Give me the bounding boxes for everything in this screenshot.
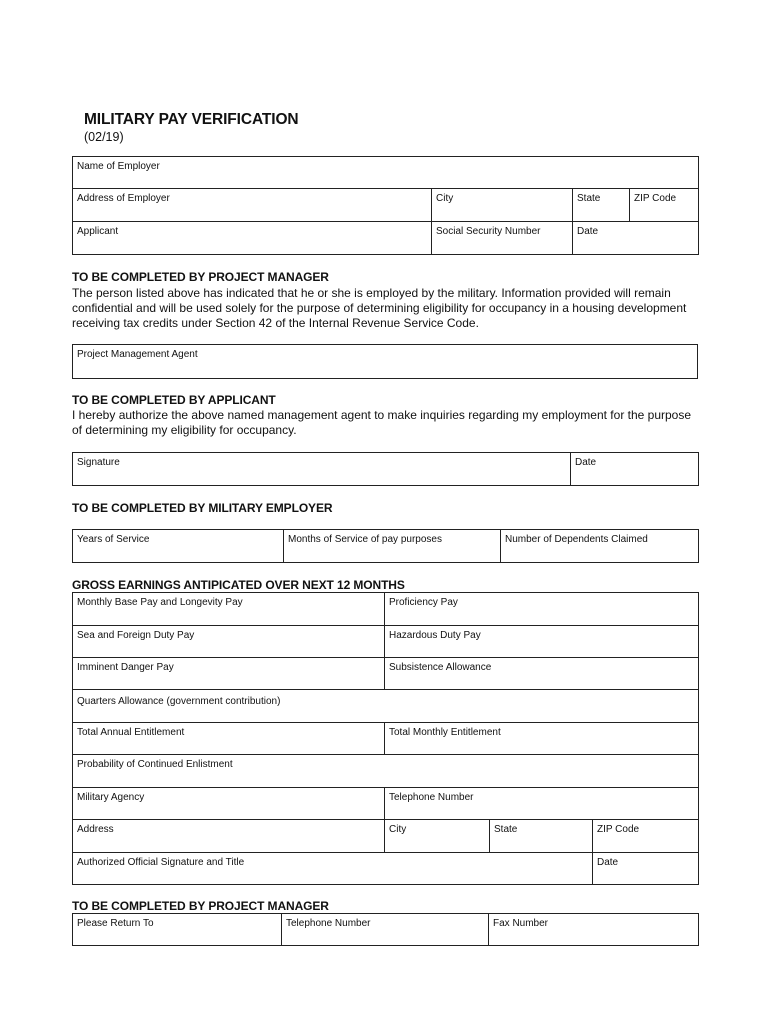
authorized-date-label: Date: [597, 857, 619, 868]
years-of-service-field[interactable]: [73, 530, 284, 563]
sea-foreign-duty-pay-field[interactable]: [73, 626, 385, 658]
applicant-heading: TO BE COMPLETED BY APPLICANT: [72, 393, 276, 407]
quarters-allowance-label: Quarters Allowance (government contribution): [77, 696, 281, 707]
agency-address-field[interactable]: [73, 820, 385, 853]
hazardous-duty-pay-field[interactable]: [385, 626, 699, 658]
subsistence-allowance-label: Subsistence Allowance: [389, 662, 492, 673]
applicant-paragraph: I hereby authorize the above named management agent to make inquiries regarding my employment for the purpose of determining my eligibility for occupancy.: [72, 408, 692, 437]
return-fax-field[interactable]: [489, 914, 699, 946]
applicant-signature-field[interactable]: [73, 453, 571, 486]
return-telephone-label: Telephone Number: [286, 918, 371, 929]
applicant-date-field[interactable]: [573, 222, 699, 255]
total-annual-entitlement-label: Total Annual Entitlement: [77, 727, 185, 738]
agency-state-label: State: [494, 824, 518, 835]
return-fax-label: Fax Number: [493, 918, 549, 929]
return-telephone-field[interactable]: [282, 914, 489, 946]
authorized-signature-label: Authorized Official Signature and Title: [77, 857, 245, 868]
ssn-label: Social Security Number: [436, 226, 541, 237]
proficiency-pay-field[interactable]: [385, 593, 699, 626]
return-heading: TO BE COMPLETED BY PROJECT MANAGER: [72, 899, 329, 913]
employer-table: [72, 156, 699, 255]
agency-address-label: Address: [77, 824, 114, 835]
agency-telephone-field[interactable]: [385, 788, 699, 820]
total-monthly-entitlement-field[interactable]: [385, 723, 699, 755]
project-agent-table: [72, 344, 698, 379]
project-management-agent-field[interactable]: [73, 345, 698, 379]
authorized-date-field[interactable]: [593, 853, 699, 885]
employer-city-field[interactable]: [432, 189, 573, 222]
dependents-field[interactable]: [501, 530, 699, 563]
agency-state-field[interactable]: [490, 820, 593, 853]
months-of-service-field[interactable]: [284, 530, 501, 563]
project-manager-heading: TO BE COMPLETED BY PROJECT MANAGER: [72, 270, 329, 284]
employer-state-field[interactable]: [573, 189, 630, 222]
signature-date-label: Date: [575, 457, 597, 468]
project-management-agent-label: Project Management Agent: [77, 349, 198, 360]
military-employer-heading: TO BE COMPLETED BY MILITARY EMPLOYER: [72, 501, 333, 515]
sea-foreign-duty-pay-label: Sea and Foreign Duty Pay: [77, 630, 195, 641]
years-of-service-label: Years of Service: [77, 534, 150, 545]
employer-zip-label: ZIP Code: [634, 193, 677, 204]
applicant-field[interactable]: [73, 222, 432, 255]
applicant-date-label: Date: [577, 226, 599, 237]
applicant-signature-label: Signature: [77, 457, 120, 468]
subsistence-allowance-field[interactable]: [385, 658, 699, 690]
address-of-employer-field[interactable]: [73, 189, 432, 222]
imminent-danger-pay-field[interactable]: [73, 658, 385, 690]
gross-earnings-heading: GROSS EARNINGS ANTIPICATED OVER NEXT 12 MONTHS: [72, 578, 405, 592]
proficiency-pay-label: Proficiency Pay: [389, 597, 458, 608]
employer-zip-field[interactable]: [630, 189, 699, 222]
probability-enlistment-field[interactable]: [73, 755, 699, 788]
agency-city-field[interactable]: [385, 820, 490, 853]
dependents-label: Number of Dependents Claimed: [505, 534, 648, 545]
please-return-to-label: Please Return To: [77, 918, 154, 929]
agency-telephone-label: Telephone Number: [389, 792, 474, 803]
military-agency-label: Military Agency: [77, 792, 145, 803]
form-title: MILITARY PAY VERIFICATION: [84, 111, 299, 128]
return-table: [72, 913, 699, 946]
monthly-base-pay-label: Monthly Base Pay and Longevity Pay: [77, 597, 243, 608]
agency-city-label: City: [389, 824, 407, 835]
monthly-base-pay-field[interactable]: [73, 593, 385, 626]
project-manager-paragraph: The person listed above has indicated that he or she is employed by the military. Information provided will remain confidential and will be used solely for the purpose of determining eligibility for occupancy in a housing development receiving tax credits under Section 42 of the Internal Revenue Service Code.: [72, 286, 687, 330]
signature-table: [72, 452, 699, 486]
months-of-service-label: Months of Service of pay purposes: [288, 534, 442, 545]
agency-zip-field[interactable]: [593, 820, 699, 853]
ssn-field[interactable]: [432, 222, 573, 255]
signature-date-field[interactable]: [571, 453, 699, 486]
agency-zip-label: ZIP Code: [597, 824, 640, 835]
name-of-employer-label: Name of Employer: [77, 161, 160, 172]
employer-state-label: State: [577, 193, 601, 204]
address-of-employer-label: Address of Employer: [77, 193, 170, 204]
service-table: [72, 529, 699, 563]
probability-enlistment-label: Probability of Continued Enlistment: [77, 759, 233, 770]
employer-city-label: City: [436, 193, 454, 204]
form-revision: (02/19): [84, 130, 124, 144]
gross-earnings-table: [72, 592, 699, 885]
imminent-danger-pay-label: Imminent Danger Pay: [77, 662, 174, 673]
total-monthly-entitlement-label: Total Monthly Entitlement: [389, 727, 501, 738]
applicant-label: Applicant: [77, 226, 119, 237]
authorized-signature-field[interactable]: [73, 853, 593, 885]
name-of-employer-field[interactable]: [73, 157, 699, 189]
please-return-to-field[interactable]: [73, 914, 282, 946]
quarters-allowance-field[interactable]: [73, 690, 699, 723]
total-annual-entitlement-field[interactable]: [73, 723, 385, 755]
hazardous-duty-pay-label: Hazardous Duty Pay: [389, 630, 481, 641]
military-agency-field[interactable]: [73, 788, 385, 820]
